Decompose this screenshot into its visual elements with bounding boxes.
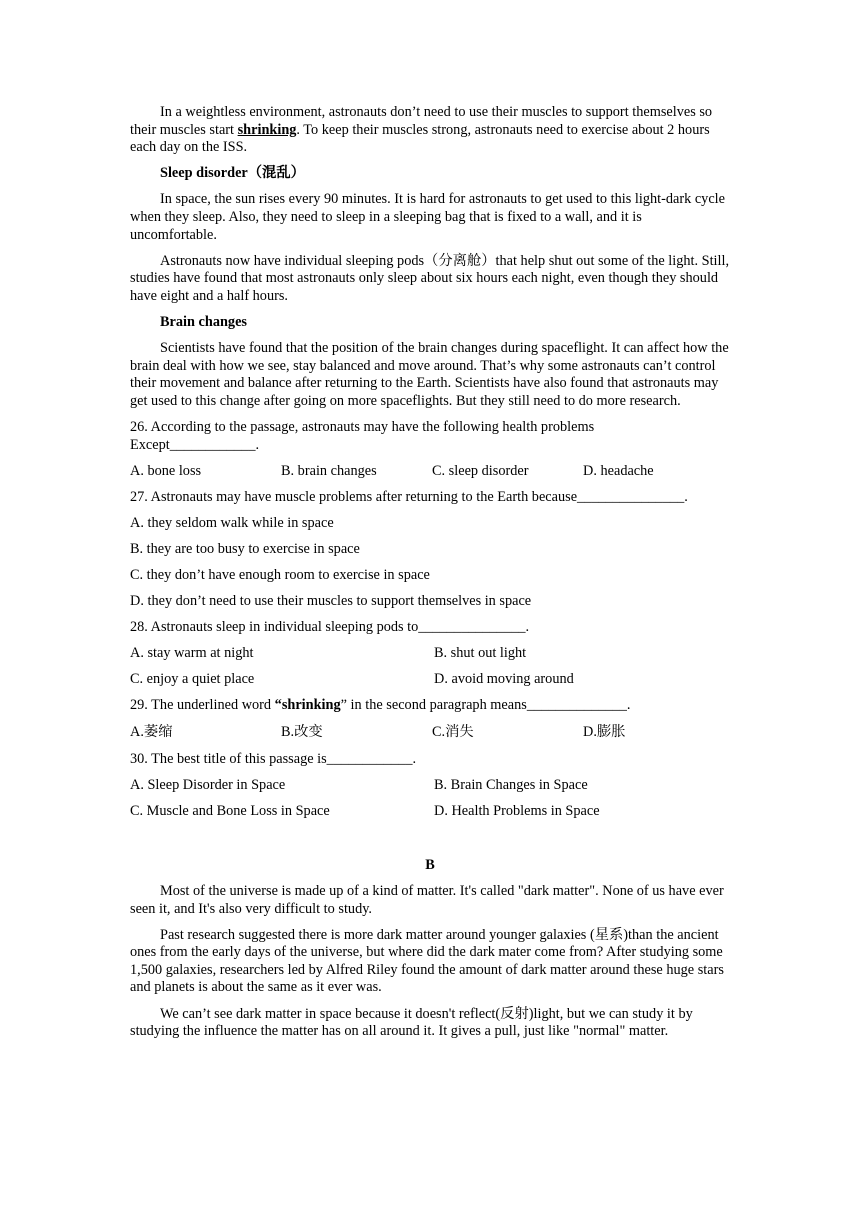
question-27-stem: 27. Astronauts may have muscle problems after returning to the Earth because_______________. [130,488,688,505]
option-d: D. avoid moving around [434,671,574,688]
option-b: B. shut out light [434,645,527,662]
option-c: C. they don’t have enough room to exercise in space [130,566,430,583]
option-b: B. Brain Changes in Space [434,777,588,794]
option-c: C.消失 [432,723,474,740]
option-d: D. Health Problems in Space [434,803,600,820]
option-a: A. they seldom walk while in space [130,514,334,531]
passage-b-paragraph-2: Past research suggested there is more dark matter around younger galaxies (星系)than the ancient ones from the early days of the universe, but where did the dark mater come from? After studying some 1,500 galaxies, researchers led by Alfred Riley found the amount of dark matter around these huge stars and planets is about the same as it ever was. [130,926,724,996]
option-d: D. headache [583,462,654,479]
question-30-stem: 30. The best title of this passage is____________. [130,751,417,768]
question-28-stem: 28. Astronauts sleep in individual sleeping pods to_______________. [130,619,530,636]
question-30-options-row-1 [130,777,730,795]
option-a: A.萎缩 [130,723,173,740]
question-30-options-row-2 [130,803,730,821]
heading-sleep-disorder: Sleep disorder（混乱） [160,165,305,182]
question-text: ” in the second paragraph means______________. [340,697,631,714]
option-a: A. bone loss [130,462,202,479]
underlined-keyword: shrinking [237,121,297,138]
bold-keyword: “shrinking [274,697,341,714]
paragraph-text: . To keep their muscles strong, astronauts need to exercise about 2 hours each day on the ISS. [130,121,710,156]
option-c: C. enjoy a quiet place [130,671,255,688]
passage-a-paragraph-1 [130,104,730,157]
option-c: C. Muscle and Bone Loss in Space [130,803,330,820]
option-a: A. Sleep Disorder in Space [130,777,286,794]
option-d: D. they don’t need to use their muscles to support themselves in space [130,593,532,610]
passage-b-paragraph-1: Most of the universe is made up of a kind of matter. It's called "dark matter". None of us have ever seen it, and It's also very difficult to study. [130,883,724,917]
question-28-options-row-1 [130,645,730,663]
question-text: 29. The underlined word [130,697,275,714]
question-29-options [130,724,730,742]
question-29-stem [130,697,730,715]
passage-a-paragraph-2: In space, the sun rises every 90 minutes. It is hard for astronauts to get used to this light-dark cycle when they sleep. Also, they need to sleep in a sleeping bag that is fixed to a wall, and it is uncomfortable. [130,191,725,243]
heading-brain-changes: Brain changes [160,313,247,330]
option-d: D.膨胀 [583,723,626,740]
passage-a-paragraph-3: Astronauts now have individual sleeping pods（分离舱）that help shut out some of the light. Still, studies have found that most astronauts only sleep about six hours each night, even though they should have eight and a half hours. [130,252,730,304]
question-28-options-row-2 [130,671,730,689]
passage-a-paragraph-4: Scientists have found that the position of the brain changes during spaceflight. It can affect how the brain deal with how we see, stay balanced and move around. That’s why some astronauts can’t control their movement and balance after returning to the Earth. Scientists have also found that astronauts may get used to this change after going on more spaceflights. But they still need to do more research. [130,340,729,409]
paragraph-text: In a weightless environment, astronauts don’t need to use their muscles to support themselves so their muscles start [130,104,713,138]
option-b: B. they are too busy to exercise in space [130,540,360,557]
question-26-options [130,463,730,481]
passage-b-paragraph-3: We can’t see dark matter in space because it doesn't reflect(反射)light, but we can study it by studying the influence the matter has on all around it. It gives a pull, just like "normal" matter. [130,1005,693,1040]
option-b: B.改变 [281,723,323,740]
question-26-stem: 26. According to the passage, astronauts may have the following health problems Except____________. [130,418,595,453]
option-c: C. sleep disorder [432,462,529,479]
section-b-label: B [425,856,435,873]
option-b: B. brain changes [281,462,377,479]
option-a: A. stay warm at night [130,645,254,662]
